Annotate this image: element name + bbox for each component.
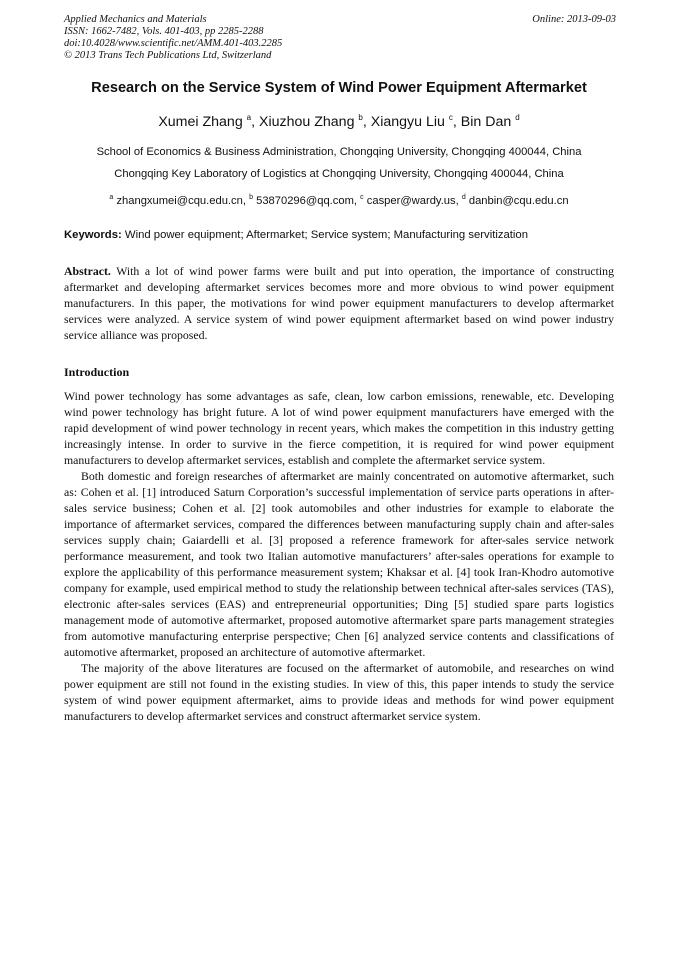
paragraph: Wind power technology has some advantages as safe, clean, low carbon emissions, renewable, etc. Developing wind power technology has bright future. A lot of wind power equipment manufacturers have emerged with the rapid development of wind power technology in recent years, which makes the competition in this industry getting increasingly intense. In order to survive in the fierce competition, it is required for wind power equipment manufacturers to develop aftermarket services, establish and complete the aftermarket service system. [64,389,614,467]
author-list [40,113,638,130]
introduction-section [64,388,614,724]
abstract [64,263,614,343]
paper-title: Research on the Service System of Wind Power Equipment Aftermarket [91,80,587,96]
email-address[interactable]: danbin@cqu.edu.cn [468,195,569,207]
author-name: Xiangyu Liu [370,114,445,130]
author-marker: c [448,113,453,122]
journal-name: Applied Mechanics and Materials [64,14,207,25]
affiliation-2: Chongqing Key Laboratory of Logistics at Chongqing University, Chongqing 400044, China [114,168,564,180]
paragraph: The majority of the above literatures are focused on the aftermarket of automobile, and researches on wind power equipment are still not found in the existing studies. In view of this, this paper intends to study the service system of wind power equipment aftermarket, aims to provide ideas and methods for wind power equipment manufacturers to develop aftermarket services and construct aftermarket service system. [64,661,614,723]
author-marker: a [246,113,252,122]
email-address[interactable]: casper@wardy.us, [366,195,462,207]
abstract-label: Abstract. [64,264,111,278]
author-name: Xumei Zhang [158,114,243,130]
online-date: Online: 2013-09-03 [532,14,616,25]
email-list [30,194,648,207]
author-separator: , [452,114,461,130]
author-name: Xiuzhou Zhang [259,114,355,130]
keywords-text: Wind power equipment; Aftermarket; Service system; Manufacturing servitization [124,229,528,241]
author-name: Bin Dan [460,114,512,130]
email-address[interactable]: zhangxumei@cqu.edu.cn, [116,195,250,207]
author-separator: , [362,114,371,130]
publication-header [64,14,616,62]
author-separator: , [251,114,260,130]
email-marker: d [461,194,466,201]
author-marker: d [515,113,520,122]
keywords [64,229,616,241]
author-marker: b [358,113,363,122]
abstract-text: With a lot of wind power farms were built and put into operation, the importance of constructing aftermarket and developing aftermarket services becomes more and more obvious to wind power equipment manufacturers. In this paper, the motivations for wind power equipment manufacturers to develop aftermarket services were analyzed. A service system of wind power equipment aftermarket based on wind power industry service alliance was proposed. [64,264,614,342]
keywords-label: Keywords: [64,229,122,241]
doi-line: doi:10.4028/www.scientific.net/AMM.401-403.2285 [64,38,283,49]
section-heading: Introduction [64,365,130,379]
email-address[interactable]: 53870296@qq.com, [256,195,361,207]
paragraph: Both domestic and foreign researches of aftermarket are mainly concentrated on automotive aftermarket, such as: Cohen et al. [1] introduced Saturn Corporation’s successful implementation of service parts operations in after-sales service business; Cohen et al. [2] took automobiles and other industries for example to elaborate the importance of aftermarket services, compared the differences between manufacturing supply chain and after-sales services supply chain; Gaiardelli et al. [3] proposed a reference framework for after-sales service network performance measurement, and took two Italian automotive manufacturers’ after-sales operations for example to explore the applicability of this performance measurement system; Khaksar et al. [4] took Iran-Khodro automotive company for example, used empirical method to study the relationship between technical after-sales services (TAS), electronic after-sales services (EAS) and entrepreneurial opportunities; Ding [5] studied spare parts logistics management mode of automotive aftermarket, proposed automotive aftermarket spare parts management strategies from automotive manufacturing enterprise perspective; Chen [6] analyzed service contents and classifications of automotive aftermarket, proposed an architecture of automotive aftermarket. [64,469,614,659]
issn-line: ISSN: 1662-7482, Vols. 401-403, pp 2285-2288 [64,26,264,37]
email-marker: b [249,194,253,201]
email-marker: a [109,194,114,201]
email-marker: c [360,194,364,201]
affiliation-1: School of Economics & Business Administration, Chongqing University, Chongqing 400044, China [96,146,582,158]
copyright-line: © 2013 Trans Tech Publications Ltd, Switzerland [64,50,272,61]
